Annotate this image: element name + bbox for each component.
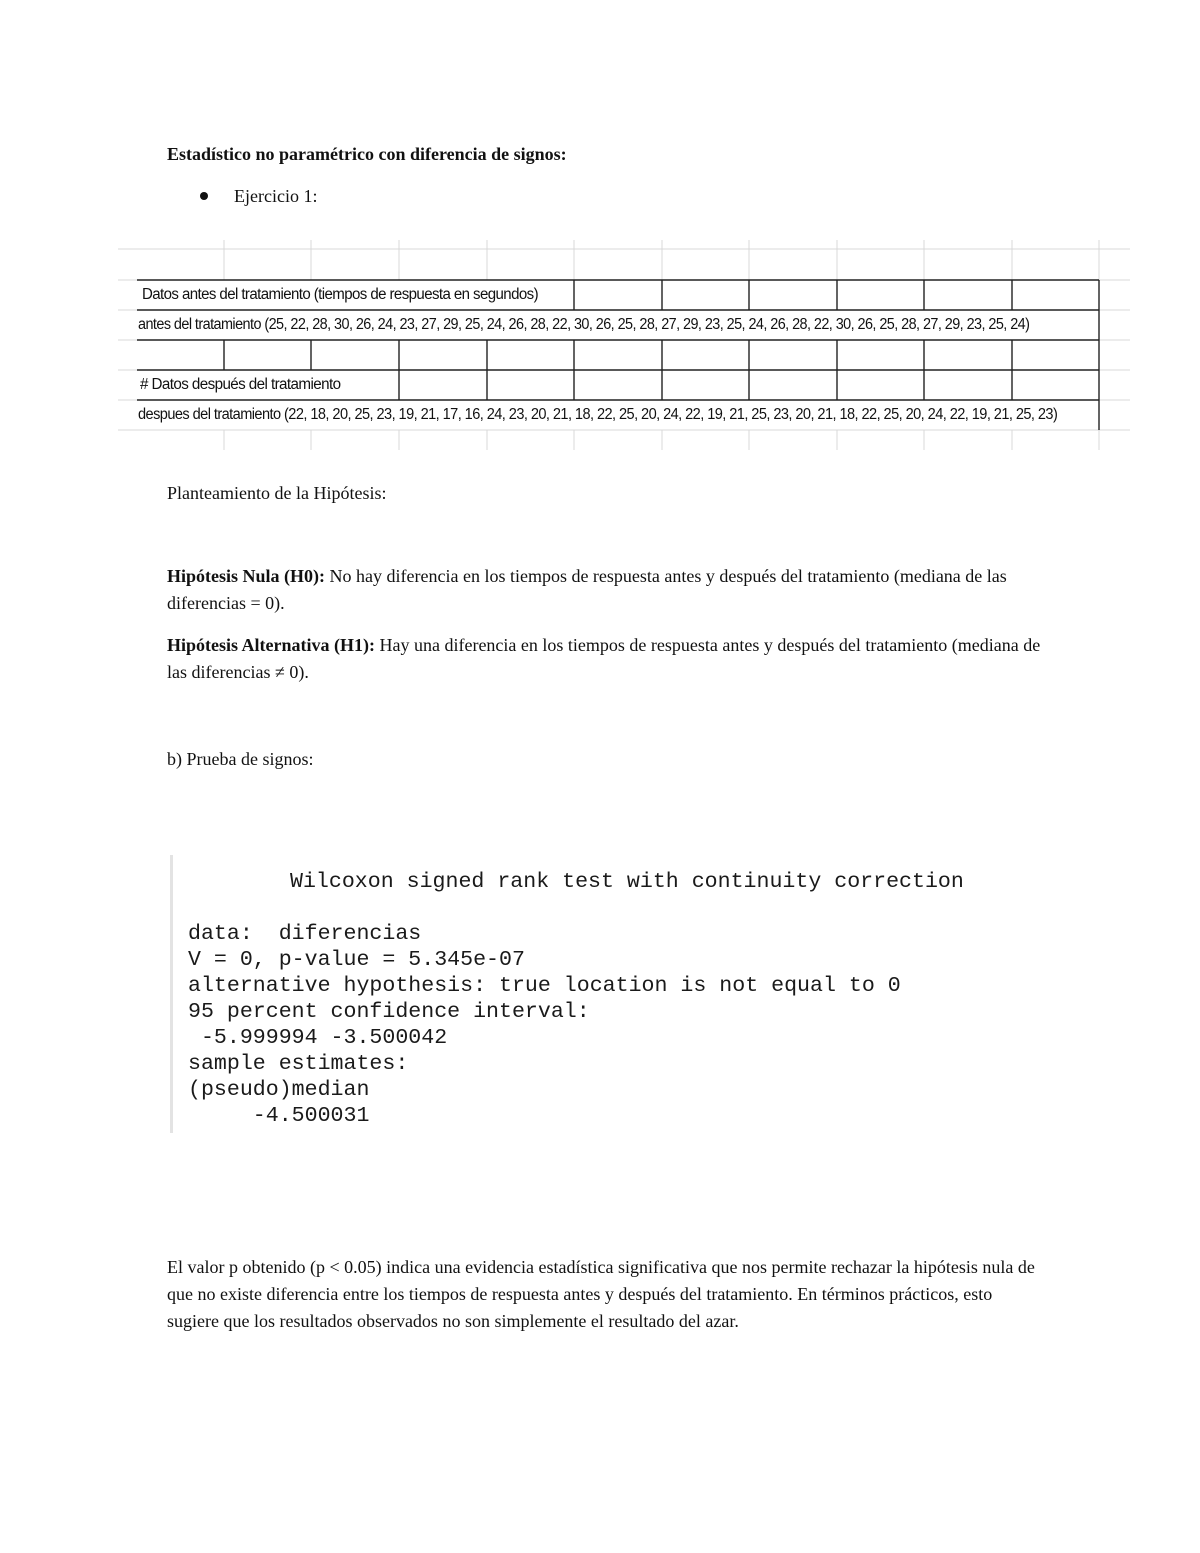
sheet-row-after-values: despues del tratamiento (22, 18, 20, 25, 23, 19, 21, 17, 16, 24, 23, 20, 21, 18, 22, 25, 20, 24, 22, 19, 21, 25, 23, 20, 21, 18, 22, 25, 20, 24, 22, 19, 21, 25, 23) — [138, 406, 1058, 423]
null-hypothesis-label: Hipótesis Nula (H0): — [167, 566, 326, 586]
alt-hypothesis — [167, 632, 1047, 686]
console-line: alternative hypothesis: true location is not equal to 0 — [188, 974, 901, 998]
console-line: 95 percent confidence interval: — [188, 1000, 590, 1024]
alt-hypothesis-text: Hay una diferencia en los tiempos de respuesta antes y después del tratamiento (mediana de las diferencias ≠ 0). — [167, 635, 1041, 682]
console-line: -5.999994 -3.500042 — [188, 1026, 448, 1050]
exercise-bullet — [200, 183, 317, 210]
null-hypothesis-text: No hay diferencia en los tiempos de respuesta antes y después del tratamiento (mediana de las diferencias = 0). — [167, 566, 1007, 613]
console-line: sample estimates: — [188, 1052, 409, 1076]
sheet-row-after-header: # Datos después del tratamiento — [140, 376, 341, 393]
console-line: -4.500031 — [188, 1104, 370, 1128]
bullet-icon — [200, 192, 208, 200]
data-spreadsheet — [118, 240, 1130, 450]
sheet-row-before-header: Datos antes del tratamiento (tiempos de respuesta en segundos) — [142, 286, 539, 303]
exercise-label: Ejercicio 1: — [234, 186, 318, 206]
null-hypothesis — [167, 563, 1047, 617]
console-test-title: Wilcoxon signed rank test with continuity correction — [290, 870, 964, 894]
conclusion-paragraph: El valor p obtenido (p < 0.05) indica una evidencia estadística significativa que nos permite rechazar la hipótesis nula de que no existe diferencia entre los tiempos de respuesta antes y después del tratamiento. En términos prácticos, esto sugiere que los resultados observados no son simplemente el resultado del azar. — [167, 1257, 1035, 1331]
alt-hypothesis-label: Hipótesis Alternativa (H1): — [167, 635, 375, 655]
page-title: Estadístico no paramétrico con diferencia de signos: — [167, 144, 567, 164]
r-console-output — [170, 855, 993, 1133]
sheet-row-before-values: antes del tratamiento (25, 22, 28, 30, 26, 24, 23, 27, 29, 25, 24, 26, 28, 22, 30, 26, 25, 28, 27, 29, 23, 25, 24, 26, 28, 22, 30, 26, 25, 28, 27, 29, 23, 25, 24) — [138, 316, 1030, 333]
console-line: V = 0, p-value = 5.345e-07 — [188, 948, 525, 972]
console-line: data: diferencias — [188, 922, 422, 946]
console-line: (pseudo)median — [188, 1078, 370, 1102]
test-heading: b) Prueba de signos: — [167, 749, 314, 769]
hypothesis-heading: Planteamiento de la Hipótesis: — [167, 483, 387, 503]
